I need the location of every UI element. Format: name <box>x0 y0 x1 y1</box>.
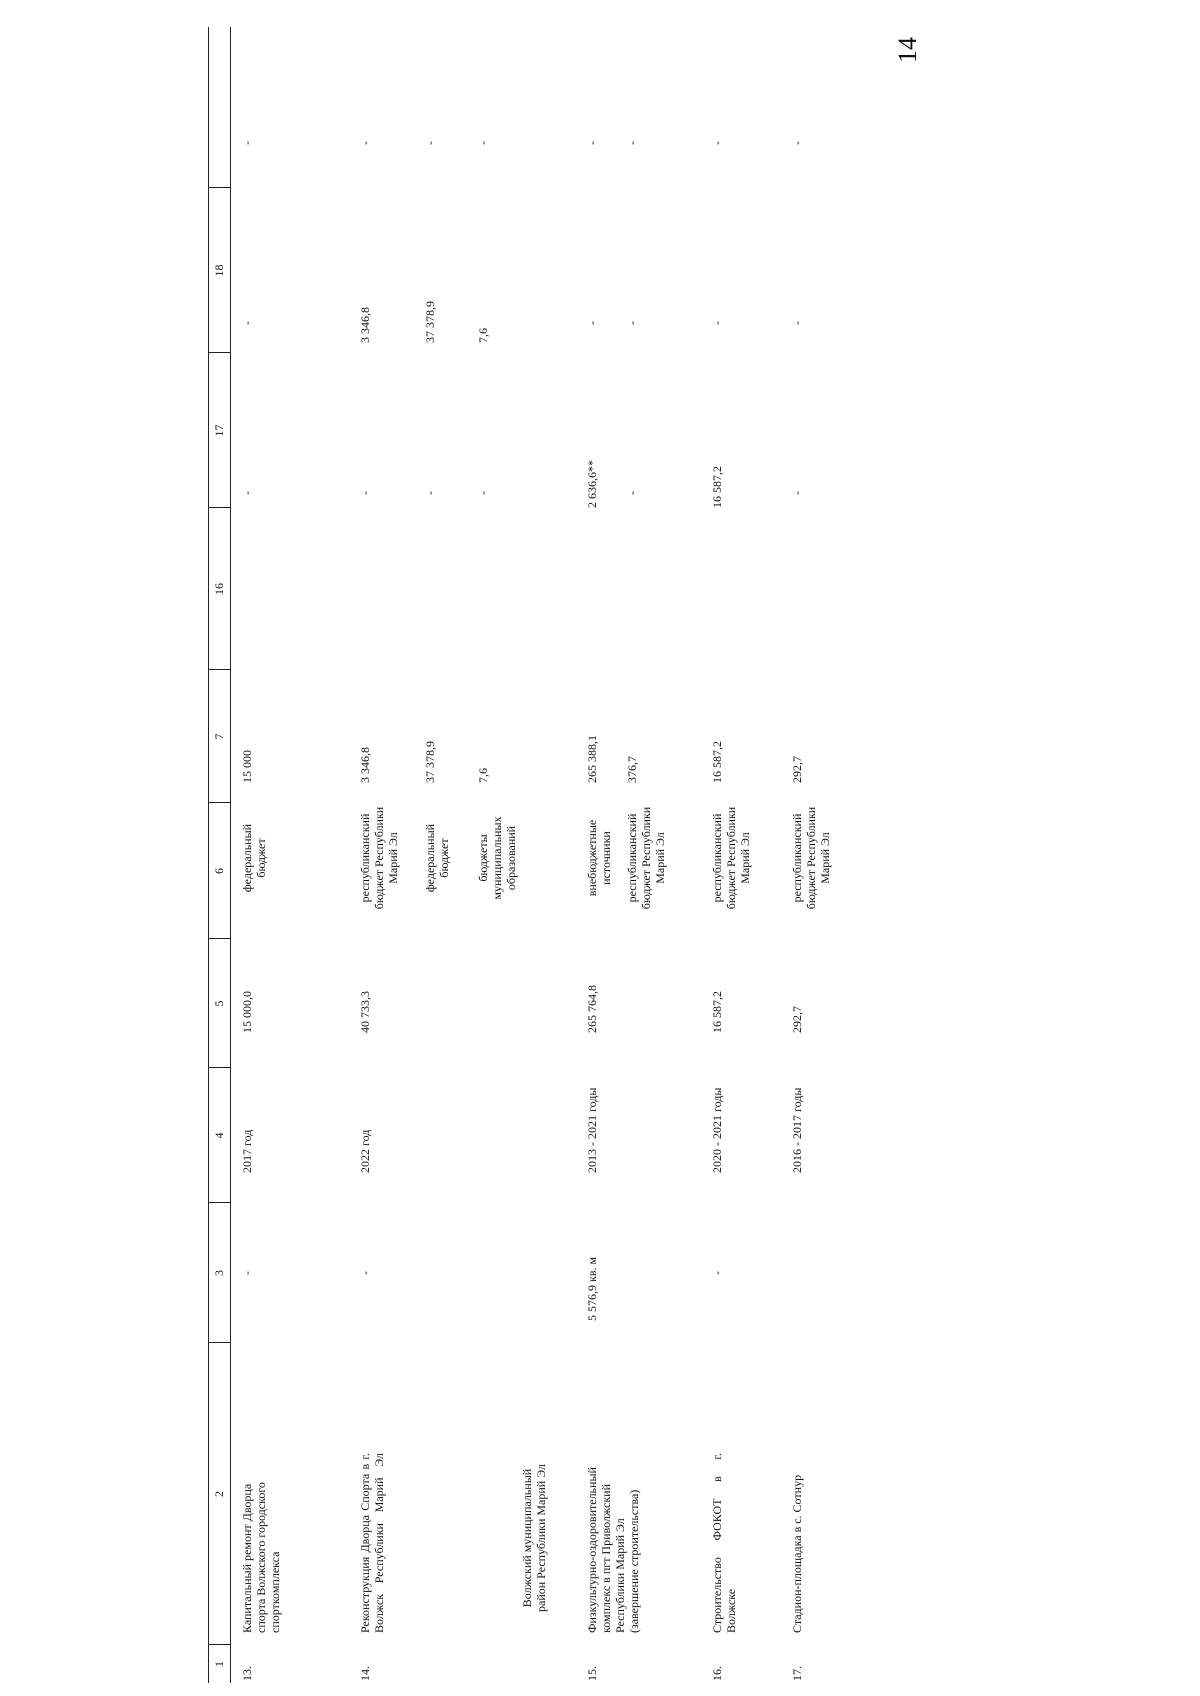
value-cell: - <box>625 141 639 145</box>
row-number: 14. <box>358 1666 372 1681</box>
object-name: Строительство ФОКОТ в г. Волжске <box>710 1453 738 1633</box>
column-header: 1 <box>212 1661 226 1667</box>
object-name: Реконструкция Дворца Спорта в г. Волжск Республики Марий Эл <box>358 1453 386 1633</box>
value-cell: - <box>585 141 599 145</box>
capacity-cell: - <box>240 1271 254 1275</box>
period-cell: 2013 - 2021 годы <box>585 1087 599 1173</box>
value-cell: - <box>585 321 599 325</box>
value-cell: - <box>423 491 437 495</box>
object-name: Стадион-площадка в с. Сотнур <box>790 1474 804 1633</box>
source-cell: федеральный бюджет <box>240 823 268 893</box>
period-cell: 2016 - 2017 годы <box>790 1087 804 1173</box>
value-cell: - <box>710 321 724 325</box>
value-cell: 376,7 <box>625 756 639 783</box>
cost-cell: 265 764,8 <box>585 985 599 1033</box>
capacity-cell: 5 576,9 кв. м <box>585 1256 599 1321</box>
row-number: 16. <box>710 1666 724 1681</box>
period-cell: 2020 - 2021 годы <box>710 1087 724 1173</box>
value-cell: - <box>625 321 639 325</box>
value-cell: - <box>240 141 254 145</box>
value-cell: - <box>710 141 724 145</box>
cost-cell: 16 587,2 <box>710 991 724 1033</box>
value-cell: - <box>476 141 490 145</box>
column-header: 6 <box>212 868 226 874</box>
value-cell: 2 636,6** <box>585 460 599 508</box>
section-heading: Волжский муниципальный район Республики Марий Эл <box>520 1464 548 1612</box>
page-number: 14 <box>893 37 922 63</box>
value-cell: 7,6 <box>476 328 490 343</box>
value-cell: 3 346,8 <box>358 747 372 783</box>
value-cell: - <box>423 141 437 145</box>
value-cell: - <box>790 141 804 145</box>
capacity-cell: - <box>358 1271 372 1275</box>
column-header: 3 <box>212 1270 226 1276</box>
value-cell: - <box>476 491 490 495</box>
object-name: Физкультурно-оздоровительный комплекс в пгт Приволжский Республики Марий Эл (завершение строительства) <box>585 1467 641 1633</box>
value-cell: 265 388,1 <box>585 735 599 783</box>
value-cell: 292,7 <box>790 756 804 783</box>
value-cell: 16 587,2 <box>710 741 724 783</box>
source-cell: федеральный бюджет <box>423 823 451 893</box>
cost-cell: 40 733,3 <box>358 991 372 1033</box>
value-cell: 15 000 <box>240 750 254 783</box>
column-header: 2 <box>212 1491 226 1497</box>
source-cell: республиканский бюджет Республики Марий Эл <box>790 806 832 910</box>
cost-cell: 15 000,0 <box>240 991 254 1033</box>
source-cell: республиканский бюджет Республики Марий Эл <box>358 806 400 910</box>
rotated-table-sheet <box>208 27 948 1683</box>
header-top-rule <box>208 27 209 1683</box>
value-cell: - <box>790 321 804 325</box>
row-number: 13. <box>240 1666 254 1681</box>
value-cell: - <box>358 141 372 145</box>
header-bottom-rule <box>230 27 231 1683</box>
column-header: 18 <box>212 264 226 277</box>
column-header: 16 <box>212 583 226 595</box>
source-cell: республиканский бюджет Республики Марий Эл <box>625 806 667 910</box>
value-cell: 37 378,9 <box>423 741 437 783</box>
value-cell: 3 346,8 <box>358 307 372 343</box>
object-name: Капитальный ремонт Дворца спорта Волжского городского спорткомплекса <box>240 1482 282 1633</box>
column-header: 5 <box>212 1000 226 1007</box>
column-header: 4 <box>212 1132 226 1139</box>
source-cell: республиканский бюджет Республики Марий Эл <box>710 806 752 910</box>
value-cell: - <box>790 491 804 495</box>
period-cell: 2017 год <box>240 1129 254 1173</box>
value-cell: 7,6 <box>476 768 490 783</box>
column-header: 7 <box>212 733 226 740</box>
source-cell: внебюджетные источники <box>585 819 613 897</box>
value-cell: 37 378,9 <box>423 301 437 343</box>
source-cell: бюджеты муниципальных образований <box>476 816 518 900</box>
row-number: 17. <box>790 1666 804 1681</box>
value-cell: - <box>240 491 254 495</box>
column-header: 17 <box>212 424 226 437</box>
cost-cell: 292,7 <box>790 1006 804 1033</box>
value-cell: 16 587,2 <box>710 466 724 508</box>
period-cell: 2022 год <box>358 1129 372 1173</box>
value-cell: - <box>625 491 639 495</box>
row-number: 15. <box>585 1666 599 1681</box>
capacity-cell: - <box>710 1271 724 1275</box>
value-cell: - <box>358 491 372 495</box>
value-cell: - <box>240 321 254 325</box>
